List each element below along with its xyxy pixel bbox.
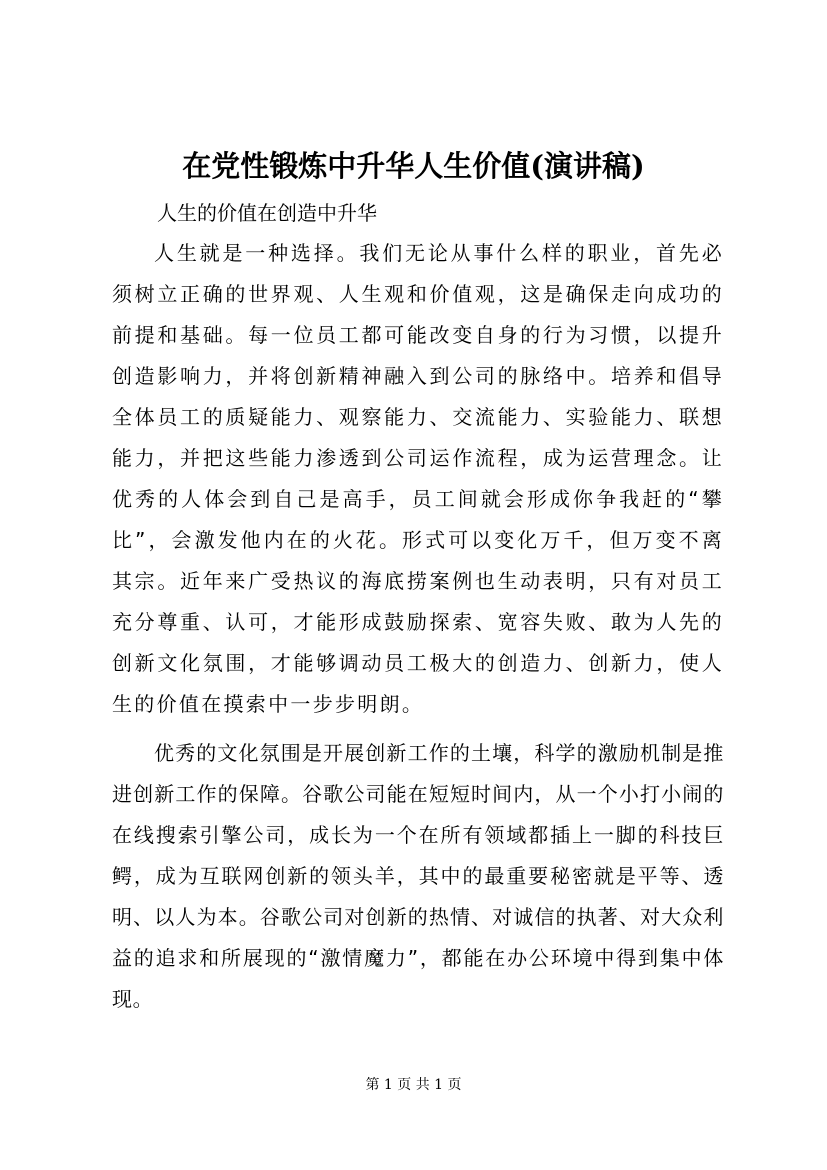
page-footer: 第 1 页 共 1 页 bbox=[365, 1077, 462, 1093]
body-paragraph: 优秀的文化氛围是开展创新工作的土壤，科学的激励机制是推进创新工作的保障。谷歌公司能在短短时间内，从一个小打小闹的在线搜索引擎公司，成长为一个在所有领域都插上一脚的科技巨鳄，成为互联网创新的领头羊，其中的最重要秘密就是平等、透明、以人为本。谷歌公司对创新的热情、对诚信的执著、对大众利益的追求和所展现的“激情魔力”，都能在办公环境中得到集中体现。 bbox=[112, 741, 724, 1011]
document-title: 在党性锻炼中升华人生价值(演讲稿) bbox=[182, 149, 645, 183]
document-subtitle: 人生的价值在创造中升华 bbox=[157, 201, 377, 225]
body-paragraph: 人生就是一种选择。我们无论从事什么样的职业，首先必须树立正确的世界观、人生观和价值观，这是确保走向成功的前提和基础。每一位员工都可能改变自身的行为习惯，以提升创造影响力，并将创新精神融入到公司的脉络中。培养和倡导全体员工的质疑能力、观察能力、交流能力、实验能力、联想能力，并把这些能力渗透到公司运作流程，成为运营理念。让优秀的人体会到自己是高手，员工间就会形成你争我赶的“攀比”，会激发他内在的火花。形式可以变化万千，但万变不离其宗。近年来广受热议的海底捞案例也生动表明，只有对员工充分尊重、认可，才能形成鼓励探索、宽容失败、敢为人先的创新文化氛围，才能够调动员工极大的创造力、创新力，使人生的价值在摸索中一步步明朗。 bbox=[112, 241, 724, 716]
